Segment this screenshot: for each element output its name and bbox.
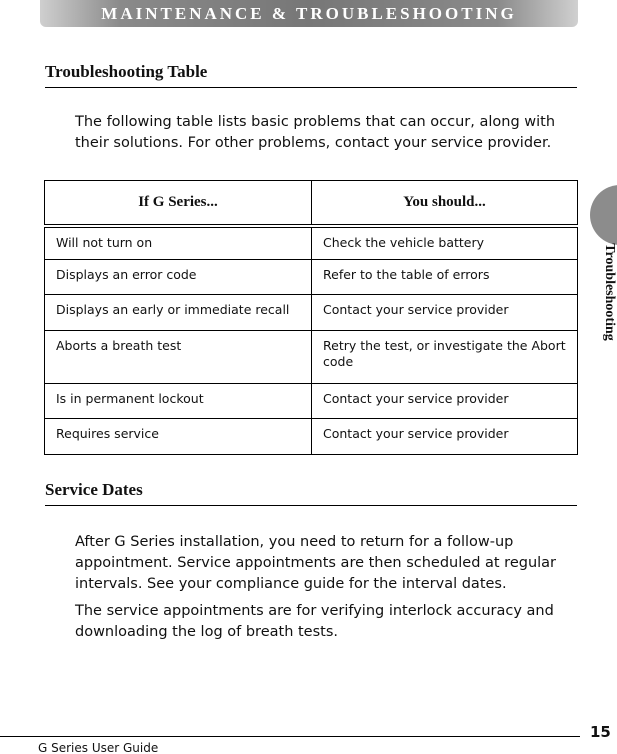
table-row bbox=[45, 295, 578, 331]
problem-cell: Displays an early or immediate recall bbox=[45, 295, 312, 331]
section-title-troubleshooting: Troubleshooting Table bbox=[45, 62, 577, 88]
troubleshooting-table bbox=[44, 180, 578, 455]
table-row bbox=[45, 384, 578, 419]
problem-cell: Will not turn on bbox=[45, 226, 312, 260]
table-row bbox=[45, 260, 578, 295]
solution-cell: Contact your service provider bbox=[312, 295, 578, 331]
solution-cell: Check the vehicle battery bbox=[312, 226, 578, 260]
intro-paragraph bbox=[75, 112, 565, 160]
section-title-service-dates: Service Dates bbox=[45, 480, 577, 506]
table-row bbox=[45, 419, 578, 455]
problem-cell: Requires service bbox=[45, 419, 312, 455]
service-paragraphs bbox=[75, 532, 565, 649]
side-tab-label: Troubleshooting bbox=[602, 243, 617, 341]
solution-cell: Contact your service provider bbox=[312, 384, 578, 419]
service-paragraph: After G Series installation, you need to return for a follow-up appointment. Service appointments are then scheduled at regular intervals. See your compliance guide for the interval dates. bbox=[75, 534, 557, 592]
problem-cell: Is in permanent lockout bbox=[45, 384, 312, 419]
header-if: If G Series... bbox=[45, 181, 312, 227]
table-row bbox=[45, 226, 578, 260]
chapter-banner: MAINTENANCE & TROUBLESHOOTING bbox=[40, 0, 578, 27]
footer-rule bbox=[0, 736, 580, 737]
solution-cell: Contact your service provider bbox=[312, 419, 578, 455]
table-row bbox=[45, 331, 578, 384]
page-number: 15 bbox=[590, 723, 611, 741]
header-should: You should... bbox=[312, 181, 578, 227]
footer-guide-title: G Series User Guide bbox=[38, 741, 159, 754]
solution-cell: Retry the test, or investigate the Abort code bbox=[312, 331, 578, 384]
service-paragraph: The service appointments are for verifying interlock accuracy and downloading the log of breath tests. bbox=[75, 603, 554, 640]
solution-cell: Refer to the table of errors bbox=[312, 260, 578, 295]
intro-text: The following table lists basic problems that can occur, along with their solutions. For other problems, contact your service provider. bbox=[75, 114, 556, 151]
problem-cell: Aborts a breath test bbox=[45, 331, 312, 384]
problem-cell: Displays an error code bbox=[45, 260, 312, 295]
